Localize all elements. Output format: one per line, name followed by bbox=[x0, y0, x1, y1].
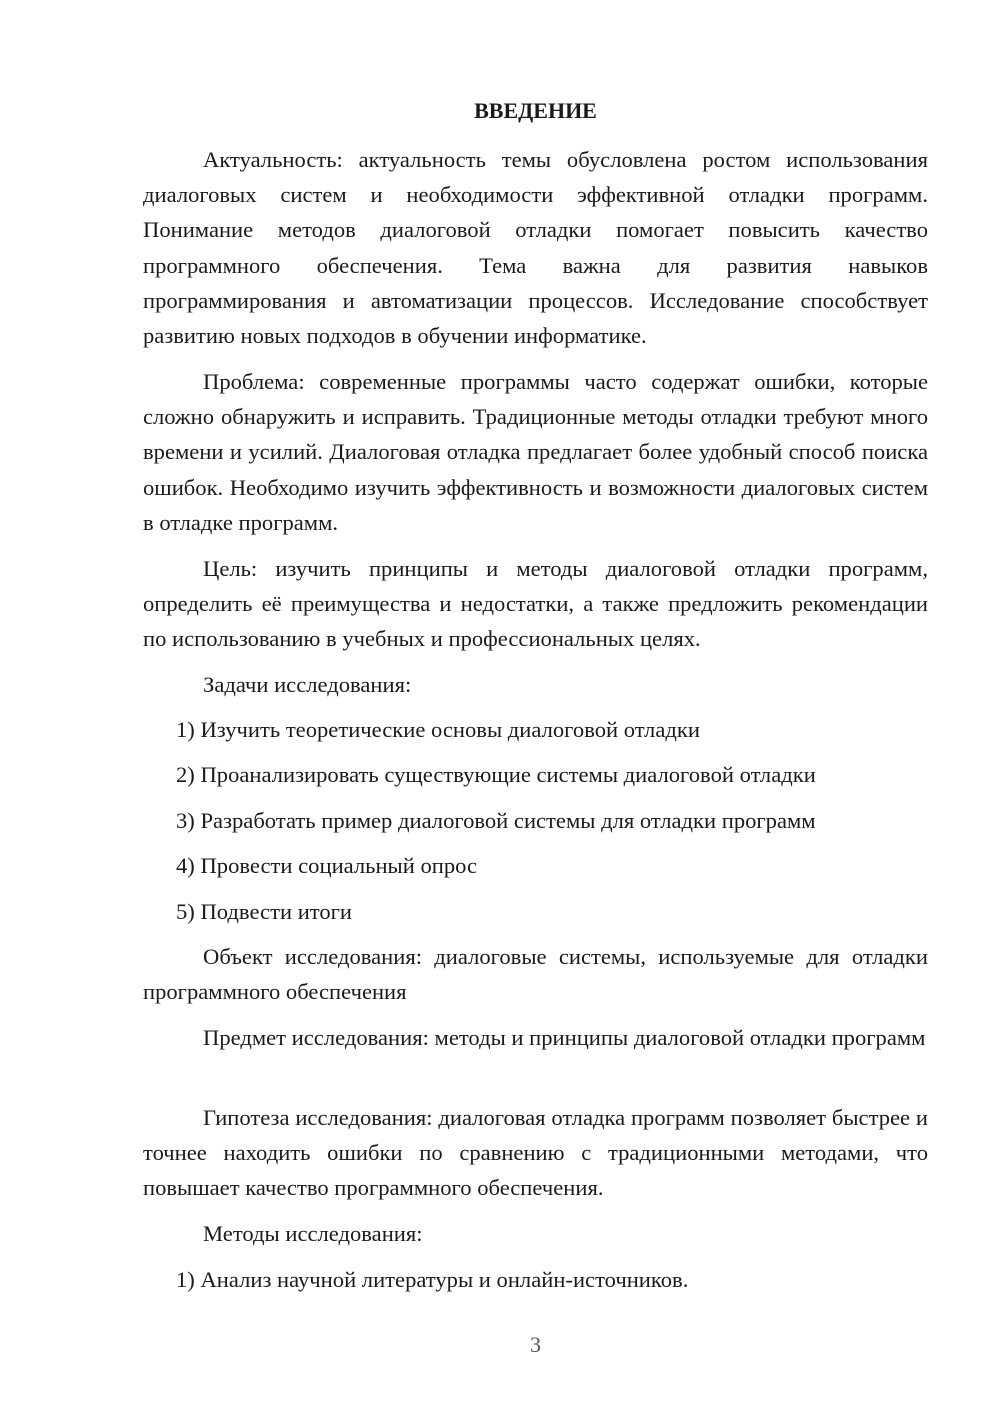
object-paragraph: Объект исследования: диалоговые системы, используемые для отладки программного обеспечения bbox=[143, 944, 928, 1005]
methods-heading: Методы исследования: bbox=[203, 1221, 423, 1246]
method-item: 1) Анализ научной литературы и онлайн-источников. bbox=[176, 1267, 689, 1292]
task-item: 4) Провести социальный опрос bbox=[176, 853, 478, 878]
goal-paragraph: Цель: изучить принципы и методы диалоговой отладки программ, определить её преимущества и недостатки, а также предложить рекомендации по использованию в учебных и профессиональных целях. bbox=[143, 556, 928, 652]
subject-paragraph: Предмет исследования: методы и принципы диалоговой отладки программ bbox=[203, 1025, 926, 1050]
relevance-paragraph: Актуальность: актуальность темы обусловлена ростом использования диалоговых систем и необходимости эффективной отладки программ. Понимание методов диалоговой отладки помогает повысить качество программного обеспечения. Тема важна для развития навыков программирования и автоматизации процессов. Исследование способствует развитию новых подходов в обучении информатике. bbox=[143, 147, 928, 349]
tasks-heading: Задачи исследования: bbox=[203, 672, 412, 697]
problem-paragraph: Проблема: современные программы часто содержат ошибки, которые сложно обнаружить и исправить. Традиционные методы отладки требуют много времени и усилий. Диалоговая отладка предлагает более удобный способ поиска ошибок. Необходимо изучить эффективность и возможности диалоговых систем в отладке программ. bbox=[143, 369, 928, 535]
task-item: 1) Изучить теоретические основы диалоговой отладки bbox=[176, 717, 700, 742]
task-item: 5) Подвести итоги bbox=[176, 899, 353, 924]
task-item: 2) Проанализировать существующие системы диалоговой отладки bbox=[176, 762, 816, 787]
document-page bbox=[143, 0, 928, 1414]
task-item: 3) Разработать пример диалоговой системы для отладки программ bbox=[176, 808, 816, 833]
hypothesis-paragraph: Гипотеза исследования: диалоговая отладка программ позволяет быстрее и точнее находить ошибки по сравнению с традиционными методами, что повышает качество программного обеспечения. bbox=[143, 1105, 928, 1201]
page-number: 3 bbox=[530, 1332, 541, 1357]
section-title: ВВЕДЕНИЕ bbox=[474, 98, 597, 123]
